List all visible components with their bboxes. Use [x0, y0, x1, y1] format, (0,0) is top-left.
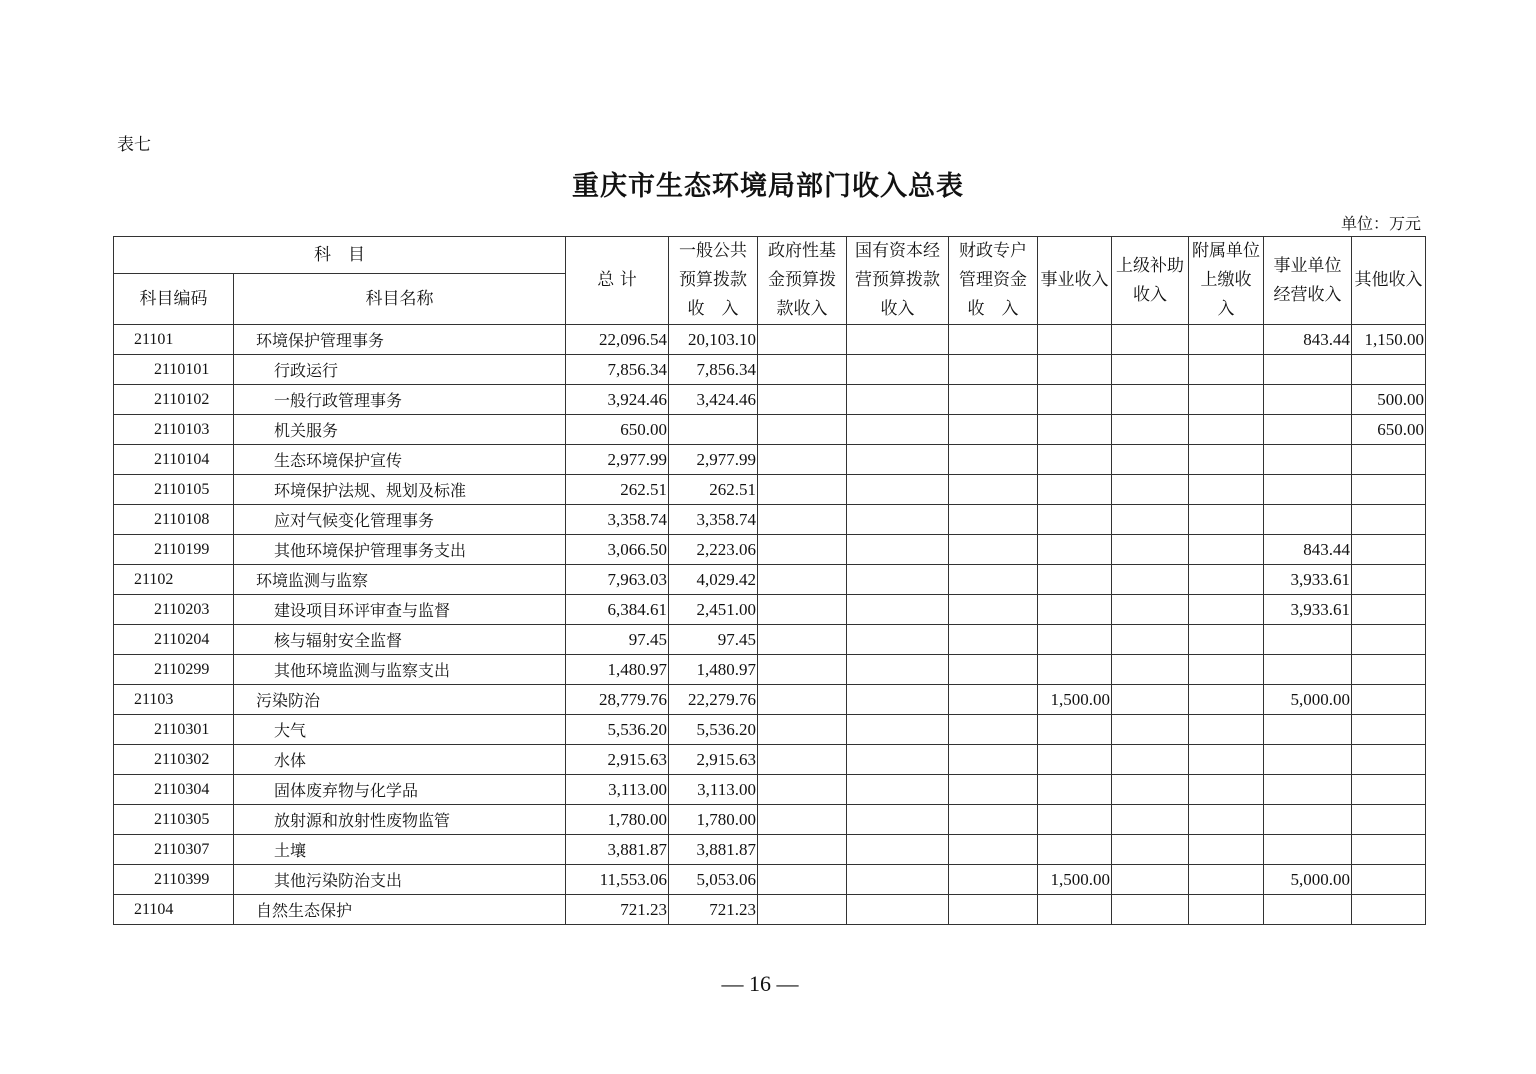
table-body	[114, 325, 1426, 925]
cell-superior	[1112, 535, 1189, 565]
cell-operating	[1264, 505, 1352, 535]
cell-superior	[1112, 385, 1189, 415]
cell-operating: 843.44	[1264, 325, 1352, 355]
table-row	[114, 715, 1426, 745]
cell-business: 1,500.00	[1038, 685, 1112, 715]
cell-fiscal	[949, 655, 1038, 685]
cell-affiliated	[1189, 445, 1264, 475]
cell-business	[1038, 805, 1112, 835]
cell-gov-fund	[758, 775, 847, 805]
cell-gov-fund	[758, 385, 847, 415]
cell-business	[1038, 595, 1112, 625]
cell-fiscal	[949, 505, 1038, 535]
cell-business	[1038, 385, 1112, 415]
cell-code: 21102	[114, 565, 234, 595]
cell-fiscal	[949, 565, 1038, 595]
cell-gov-fund	[758, 655, 847, 685]
cell-total: 650.00	[566, 415, 669, 445]
cell-other	[1352, 715, 1426, 745]
header-code: 科目编码	[114, 274, 234, 325]
cell-total: 3,358.74	[566, 505, 669, 535]
cell-other	[1352, 355, 1426, 385]
cell-superior	[1112, 895, 1189, 925]
cell-gov-fund	[758, 685, 847, 715]
header-subject: 科 目	[114, 237, 566, 274]
cell-name: 核与辐射安全监督	[234, 625, 566, 655]
cell-total: 262.51	[566, 475, 669, 505]
cell-state-capital	[847, 655, 949, 685]
cell-code: 2110204	[114, 625, 234, 655]
cell-code: 2110299	[114, 655, 234, 685]
cell-superior	[1112, 685, 1189, 715]
cell-state-capital	[847, 355, 949, 385]
cell-total: 3,113.00	[566, 775, 669, 805]
cell-operating: 5,000.00	[1264, 685, 1352, 715]
cell-fiscal	[949, 835, 1038, 865]
cell-fiscal	[949, 415, 1038, 445]
cell-affiliated	[1189, 745, 1264, 775]
cell-affiliated	[1189, 595, 1264, 625]
table-row	[114, 385, 1426, 415]
cell-operating	[1264, 745, 1352, 775]
cell-superior	[1112, 655, 1189, 685]
cell-affiliated	[1189, 685, 1264, 715]
cell-fiscal	[949, 745, 1038, 775]
cell-superior	[1112, 775, 1189, 805]
cell-other	[1352, 595, 1426, 625]
header-superior-subsidy: 上级补助收入	[1112, 237, 1189, 325]
cell-other	[1352, 805, 1426, 835]
cell-operating: 3,933.61	[1264, 595, 1352, 625]
cell-general: 1,480.97	[669, 655, 758, 685]
cell-name: 其他污染防治支出	[234, 865, 566, 895]
cell-name: 土壤	[234, 835, 566, 865]
cell-operating	[1264, 775, 1352, 805]
cell-name: 自然生态保护	[234, 895, 566, 925]
cell-affiliated	[1189, 475, 1264, 505]
cell-state-capital	[847, 805, 949, 835]
cell-general: 22,279.76	[669, 685, 758, 715]
cell-superior	[1112, 715, 1189, 745]
cell-operating	[1264, 715, 1352, 745]
cell-fiscal	[949, 865, 1038, 895]
cell-gov-fund	[758, 475, 847, 505]
cell-code: 2110302	[114, 745, 234, 775]
cell-operating	[1264, 415, 1352, 445]
cell-total: 7,963.03	[566, 565, 669, 595]
cell-gov-fund	[758, 625, 847, 655]
cell-affiliated	[1189, 775, 1264, 805]
cell-gov-fund	[758, 445, 847, 475]
cell-gov-fund	[758, 535, 847, 565]
table-label: 表七	[117, 135, 151, 155]
cell-affiliated	[1189, 805, 1264, 835]
cell-general: 97.45	[669, 625, 758, 655]
cell-name: 大气	[234, 715, 566, 745]
cell-business	[1038, 505, 1112, 535]
cell-total: 2,977.99	[566, 445, 669, 475]
cell-name: 生态环境保护宣传	[234, 445, 566, 475]
header-general-budget: 一般公共预算拨款收 入	[669, 237, 758, 325]
header-total: 总 计	[566, 237, 669, 325]
cell-code: 2110304	[114, 775, 234, 805]
cell-general: 2,915.63	[669, 745, 758, 775]
cell-general: 5,536.20	[669, 715, 758, 745]
cell-fiscal	[949, 895, 1038, 925]
cell-code: 2110103	[114, 415, 234, 445]
cell-business	[1038, 415, 1112, 445]
header-gov-fund: 政府性基金预算拨款收入	[758, 237, 847, 325]
cell-code: 2110305	[114, 805, 234, 835]
table-row	[114, 535, 1426, 565]
cell-state-capital	[847, 505, 949, 535]
cell-affiliated	[1189, 535, 1264, 565]
cell-state-capital	[847, 595, 949, 625]
header-fiscal-special: 财政专户管理资金收 入	[949, 237, 1038, 325]
cell-superior	[1112, 865, 1189, 895]
cell-state-capital	[847, 415, 949, 445]
cell-affiliated	[1189, 655, 1264, 685]
cell-business	[1038, 655, 1112, 685]
cell-general: 3,424.46	[669, 385, 758, 415]
cell-code: 2110199	[114, 535, 234, 565]
cell-other	[1352, 625, 1426, 655]
cell-state-capital	[847, 445, 949, 475]
cell-affiliated	[1189, 355, 1264, 385]
table-row	[114, 505, 1426, 535]
cell-name: 环境保护管理事务	[234, 325, 566, 355]
page-title: 重庆市生态环境局部门收入总表	[572, 171, 964, 202]
cell-other	[1352, 835, 1426, 865]
cell-business	[1038, 745, 1112, 775]
cell-general: 2,223.06	[669, 535, 758, 565]
cell-operating	[1264, 385, 1352, 415]
cell-total: 97.45	[566, 625, 669, 655]
cell-general: 3,113.00	[669, 775, 758, 805]
cell-total: 3,066.50	[566, 535, 669, 565]
cell-state-capital	[847, 385, 949, 415]
cell-state-capital	[847, 565, 949, 595]
cell-superior	[1112, 565, 1189, 595]
cell-other	[1352, 505, 1426, 535]
cell-operating	[1264, 355, 1352, 385]
cell-general: 262.51	[669, 475, 758, 505]
cell-total: 3,924.46	[566, 385, 669, 415]
cell-general: 20,103.10	[669, 325, 758, 355]
cell-operating	[1264, 835, 1352, 865]
cell-other	[1352, 775, 1426, 805]
table-row	[114, 625, 1426, 655]
cell-state-capital	[847, 475, 949, 505]
cell-state-capital	[847, 835, 949, 865]
cell-name: 污染防治	[234, 685, 566, 715]
cell-name: 水体	[234, 745, 566, 775]
cell-name: 应对气候变化管理事务	[234, 505, 566, 535]
cell-other	[1352, 475, 1426, 505]
header-operating-income: 事业单位经营收入	[1264, 237, 1352, 325]
cell-general	[669, 415, 758, 445]
cell-name: 机关服务	[234, 415, 566, 445]
cell-state-capital	[847, 715, 949, 745]
cell-state-capital	[847, 865, 949, 895]
cell-affiliated	[1189, 715, 1264, 745]
cell-operating	[1264, 625, 1352, 655]
cell-business	[1038, 835, 1112, 865]
cell-name: 环境监测与监察	[234, 565, 566, 595]
cell-operating	[1264, 805, 1352, 835]
table-row	[114, 895, 1426, 925]
cell-operating	[1264, 475, 1352, 505]
cell-fiscal	[949, 475, 1038, 505]
cell-fiscal	[949, 715, 1038, 745]
cell-superior	[1112, 625, 1189, 655]
cell-general: 721.23	[669, 895, 758, 925]
table-row	[114, 805, 1426, 835]
cell-general: 1,780.00	[669, 805, 758, 835]
cell-gov-fund	[758, 565, 847, 595]
table-row	[114, 835, 1426, 865]
cell-fiscal	[949, 685, 1038, 715]
table-row	[114, 355, 1426, 385]
cell-other	[1352, 565, 1426, 595]
cell-total: 11,553.06	[566, 865, 669, 895]
cell-fiscal	[949, 325, 1038, 355]
cell-name: 环境保护法规、规划及标准	[234, 475, 566, 505]
cell-gov-fund	[758, 325, 847, 355]
cell-business: 1,500.00	[1038, 865, 1112, 895]
table-row	[114, 775, 1426, 805]
cell-total: 28,779.76	[566, 685, 669, 715]
cell-superior	[1112, 745, 1189, 775]
cell-business	[1038, 895, 1112, 925]
cell-business	[1038, 715, 1112, 745]
cell-affiliated	[1189, 325, 1264, 355]
cell-gov-fund	[758, 355, 847, 385]
cell-operating	[1264, 655, 1352, 685]
cell-code: 2110104	[114, 445, 234, 475]
table-row	[114, 595, 1426, 625]
cell-name: 固体废弃物与化学品	[234, 775, 566, 805]
cell-code: 2110307	[114, 835, 234, 865]
header-business-income: 事业收入	[1038, 237, 1112, 325]
cell-name: 行政运行	[234, 355, 566, 385]
table-row	[114, 325, 1426, 355]
table-row	[114, 565, 1426, 595]
cell-superior	[1112, 505, 1189, 535]
cell-total: 6,384.61	[566, 595, 669, 625]
table-row	[114, 655, 1426, 685]
cell-business	[1038, 775, 1112, 805]
cell-operating	[1264, 895, 1352, 925]
cell-gov-fund	[758, 505, 847, 535]
cell-business	[1038, 325, 1112, 355]
cell-code: 2110399	[114, 865, 234, 895]
cell-gov-fund	[758, 745, 847, 775]
cell-other: 1,150.00	[1352, 325, 1426, 355]
cell-fiscal	[949, 775, 1038, 805]
cell-gov-fund	[758, 895, 847, 925]
cell-business	[1038, 565, 1112, 595]
cell-general: 5,053.06	[669, 865, 758, 895]
cell-business	[1038, 355, 1112, 385]
cell-general: 7,856.34	[669, 355, 758, 385]
cell-superior	[1112, 325, 1189, 355]
cell-gov-fund	[758, 835, 847, 865]
cell-gov-fund	[758, 715, 847, 745]
cell-fiscal	[949, 445, 1038, 475]
cell-fiscal	[949, 595, 1038, 625]
cell-general: 3,358.74	[669, 505, 758, 535]
cell-fiscal	[949, 355, 1038, 385]
cell-gov-fund	[758, 805, 847, 835]
cell-affiliated	[1189, 895, 1264, 925]
cell-superior	[1112, 595, 1189, 625]
cell-total: 3,881.87	[566, 835, 669, 865]
cell-name: 一般行政管理事务	[234, 385, 566, 415]
cell-code: 21103	[114, 685, 234, 715]
cell-fiscal	[949, 385, 1038, 415]
cell-general: 3,881.87	[669, 835, 758, 865]
cell-affiliated	[1189, 415, 1264, 445]
cell-affiliated	[1189, 565, 1264, 595]
cell-total: 5,536.20	[566, 715, 669, 745]
cell-superior	[1112, 835, 1189, 865]
table-row	[114, 865, 1426, 895]
cell-affiliated	[1189, 835, 1264, 865]
cell-state-capital	[847, 775, 949, 805]
cell-affiliated	[1189, 625, 1264, 655]
cell-superior	[1112, 805, 1189, 835]
cell-operating	[1264, 445, 1352, 475]
cell-general: 4,029.42	[669, 565, 758, 595]
cell-code: 2110108	[114, 505, 234, 535]
table-row	[114, 685, 1426, 715]
header-affiliated-turnover: 附属单位上缴收 入	[1189, 237, 1264, 325]
cell-business	[1038, 625, 1112, 655]
table-row	[114, 415, 1426, 445]
cell-state-capital	[847, 745, 949, 775]
cell-fiscal	[949, 625, 1038, 655]
header-other-income: 其他收入	[1352, 237, 1426, 325]
cell-other	[1352, 745, 1426, 775]
cell-gov-fund	[758, 865, 847, 895]
cell-fiscal	[949, 805, 1038, 835]
cell-affiliated	[1189, 865, 1264, 895]
unit-label: 单位：万元	[1340, 214, 1421, 233]
cell-other: 500.00	[1352, 385, 1426, 415]
cell-state-capital	[847, 685, 949, 715]
table-row	[114, 445, 1426, 475]
cell-operating: 5,000.00	[1264, 865, 1352, 895]
cell-name: 其他环境保护管理事务支出	[234, 535, 566, 565]
cell-code: 2110105	[114, 475, 234, 505]
cell-affiliated	[1189, 505, 1264, 535]
cell-other	[1352, 655, 1426, 685]
cell-general: 2,977.99	[669, 445, 758, 475]
cell-state-capital	[847, 895, 949, 925]
cell-total: 22,096.54	[566, 325, 669, 355]
page-number: — 16 —	[721, 971, 799, 996]
header-state-capital: 国有资本经营预算拨款收入	[847, 237, 949, 325]
cell-state-capital	[847, 535, 949, 565]
cell-code: 2110301	[114, 715, 234, 745]
cell-operating: 843.44	[1264, 535, 1352, 565]
cell-code: 21104	[114, 895, 234, 925]
cell-gov-fund	[758, 415, 847, 445]
cell-superior	[1112, 355, 1189, 385]
cell-total: 1,480.97	[566, 655, 669, 685]
cell-name: 其他环境监测与监察支出	[234, 655, 566, 685]
cell-affiliated	[1189, 385, 1264, 415]
cell-total: 721.23	[566, 895, 669, 925]
cell-name: 放射源和放射性废物监管	[234, 805, 566, 835]
cell-total: 7,856.34	[566, 355, 669, 385]
cell-business	[1038, 445, 1112, 475]
table-row	[114, 475, 1426, 505]
cell-general: 2,451.00	[669, 595, 758, 625]
cell-name: 建设项目环评审查与监督	[234, 595, 566, 625]
cell-total: 1,780.00	[566, 805, 669, 835]
income-table	[113, 236, 1426, 925]
cell-other	[1352, 865, 1426, 895]
cell-code: 2110102	[114, 385, 234, 415]
header-name: 科目名称	[234, 274, 566, 325]
table-row	[114, 745, 1426, 775]
cell-other	[1352, 895, 1426, 925]
cell-other	[1352, 445, 1426, 475]
cell-gov-fund	[758, 595, 847, 625]
cell-code: 21101	[114, 325, 234, 355]
cell-other: 650.00	[1352, 415, 1426, 445]
cell-other	[1352, 535, 1426, 565]
cell-superior	[1112, 415, 1189, 445]
cell-code: 2110203	[114, 595, 234, 625]
cell-total: 2,915.63	[566, 745, 669, 775]
cell-business	[1038, 475, 1112, 505]
cell-fiscal	[949, 535, 1038, 565]
cell-state-capital	[847, 625, 949, 655]
cell-code: 2110101	[114, 355, 234, 385]
cell-superior	[1112, 475, 1189, 505]
cell-other	[1352, 685, 1426, 715]
cell-state-capital	[847, 325, 949, 355]
cell-operating: 3,933.61	[1264, 565, 1352, 595]
cell-business	[1038, 535, 1112, 565]
cell-superior	[1112, 445, 1189, 475]
